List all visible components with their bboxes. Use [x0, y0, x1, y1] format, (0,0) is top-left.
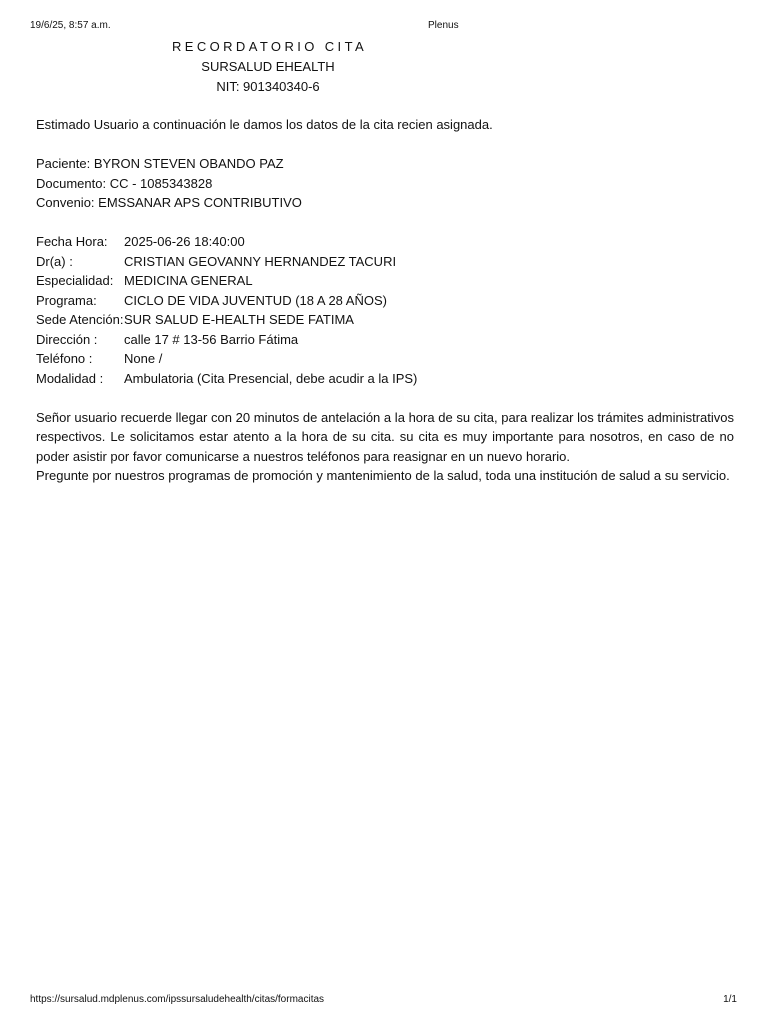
detail-row-specialty [36, 271, 417, 291]
detail-value: Ambulatoria (Cita Presencial, debe acudir a la IPS) [124, 370, 418, 386]
detail-label: Teléfono : [36, 351, 93, 366]
detail-value: calle 17 # 13-56 Barrio Fátima [124, 331, 299, 347]
page-number: 1/1 [723, 994, 737, 1005]
letterhead [158, 37, 378, 97]
document-title: RECORDATORIO CITA [171, 39, 368, 54]
programs-notice: Pregunte por nuestros programas de promoción y mantenimiento de la salud, toda una institución de salud a su servicio. [36, 468, 730, 483]
patient-agreement: Convenio: EMSSANAR APS CONTRIBUTIVO [36, 195, 302, 210]
page-url: https://sursalud.mdplenus.com/ipssursaludehealth/citas/formacitas [30, 994, 325, 1005]
detail-label: Sede Atención: [36, 312, 124, 327]
detail-row-address [36, 330, 417, 350]
patient-info [36, 154, 734, 213]
detail-row-datetime [36, 232, 417, 252]
detail-row-program [36, 291, 417, 311]
detail-value: 2025-06-26 18:40:00 [124, 234, 245, 249]
patient-document: Documento: CC - 1085343828 [36, 175, 213, 191]
appointment-notes [36, 408, 734, 486]
detail-label: Dr(a) : [36, 253, 73, 269]
detail-value: CICLO DE VIDA JUVENTUD (18 A 28 AÑOS) [124, 292, 387, 308]
detail-value: None / [124, 351, 163, 366]
detail-value: MEDICINA GENERAL [124, 273, 253, 288]
detail-value: CRISTIAN GEOVANNY HERNANDEZ TACURI [124, 253, 397, 269]
company-name: SURSALUD EHEALTH [201, 59, 335, 74]
detail-value: SUR SALUD E-HEALTH SEDE FATIMA [124, 312, 354, 327]
detail-row-phone [36, 349, 417, 369]
appointment-details [36, 232, 417, 388]
print-page-title: Plenus [428, 20, 459, 31]
detail-label: Fecha Hora: [36, 234, 108, 249]
arrival-reminder: Señor usuario recuerde llegar con 20 minutos de antelación a la hora de su cita, para realizar los trámites administrativos respectivos. Le solicitamos estar atento a la hora de su cita. su cita es muy importante para nosotros, en caso de no poder asistir por favor comunicarse a nuestros teléfonos para reasignar en un nuevo horario. [36, 409, 734, 464]
detail-label: Dirección : [36, 331, 98, 347]
detail-label: Especialidad: [36, 273, 114, 288]
company-nit: NIT: 901340340-6 [216, 79, 320, 94]
greeting-text: Estimado Usuario a continuación le damos los datos de la cita recien asignada. [36, 117, 493, 132]
document-body [36, 115, 734, 486]
detail-row-site [36, 310, 417, 330]
print-header [0, 19, 768, 33]
print-footer [0, 993, 768, 1007]
detail-label: Modalidad : [36, 370, 104, 386]
detail-row-modality [36, 369, 417, 389]
detail-row-doctor [36, 252, 417, 272]
patient-name: Paciente: BYRON STEVEN OBANDO PAZ [36, 156, 284, 171]
print-date: 19/6/25, 8:57 a.m. [30, 20, 111, 31]
detail-label: Programa: [36, 292, 97, 308]
